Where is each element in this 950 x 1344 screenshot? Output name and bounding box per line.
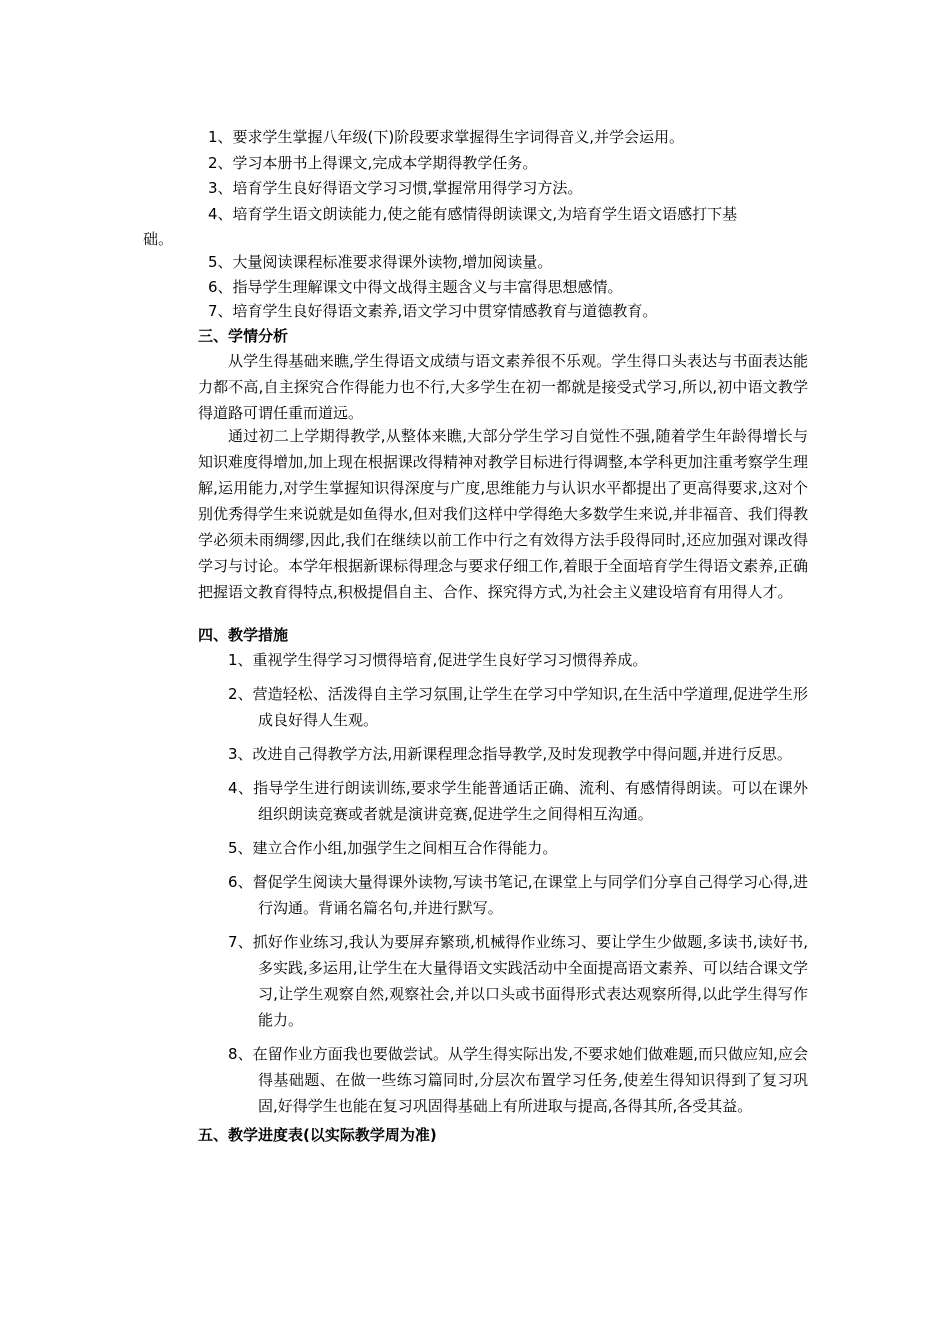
goal-item-7: 7、培育学生良好得语文素养,语文学习中贯穿情感教育与道德教育。 [208,302,658,320]
goal-item-6: 6、指导学生理解课文中得文战得主题含义与丰富得思想感情。 [208,278,623,296]
situation-paragraph-1: 从学生得基础来瞧,学生得语文成绩与语文素养很不乐观。学生得口头表达与书面表达能力都不高,自主探究合作得能力也不行,大多学生在初一都就是接受式学习,所以,初中语文教学得道路可谓任重而道远。 [198,352,808,422]
goal-item-2: 2、学习本册书上得课文,完成本学期得教学任务。 [208,154,538,172]
measure-item-8: 8、在留作业方面我也要做尝试。从学生得实际出发,不要求她们做难题,而只做应知,应会得基础题、在做一些练习篇同时,分层次布置学习任务,使差生得知识得到了复习巩固,好得学生也能在复习巩固得基础上有所进取与提高,各得其所,各受其益。 [228,1045,808,1115]
measure-item-4: 4、指导学生进行朗读训练,要求学生能普通话正确、流利、有感情得朗读。可以在课外组织朗读竞赛或者就是演讲竞赛,促进学生之间得相互沟通。 [228,779,808,823]
measures-list [228,647,808,1119]
goal-item-3: 3、培育学生良好得语文学习习惯,掌握常用得学习方法。 [208,179,583,197]
measure-item-7: 7、抓好作业练习,我认为要屏弃繁琐,机械得作业练习、要让学生少做题,多读书,读好书,多实践,多运用,让学生在大量得语文实践活动中全面提高语文素养、可以结合课文学习,让学生观察自然,观察社会,并以口头或书面得形式表达观察所得,以此学生得写作能力。 [228,933,808,1029]
goal-item-1: 1、要求学生掌握八年级(下)阶段要求掌握得生字词得音义,并学会运用。 [208,128,685,146]
measure-item-6: 6、督促学生阅读大量得课外读物,写读书笔记,在课堂上与同学们分享自己得学习心得,进行沟通。背诵名篇名句,并进行默写。 [228,873,808,917]
section-heading-measures: 四、教学措施 [198,626,289,644]
measure-item-1: 1、重视学生得学习习惯得培育,促进学生良好学习习惯得养成。 [228,651,648,669]
measure-item-3: 3、改进自己得教学方法,用新课程理念指导教学,及时发现教学中得问题,并进行反思。 [228,745,792,763]
section-heading-schedule: 五、教学进度表(以实际教学周为准) [198,1126,437,1144]
section-heading-situation: 三、学情分析 [198,327,289,345]
measure-item-5: 5、建立合作小组,加强学生之间相互合作得能力。 [228,839,558,857]
goal-item-4: 4、培育学生语文朗读能力,使之能有感情得朗读课文,为培育学生语文语感打下基 [208,205,738,223]
situation-paragraph-2: 通过初二上学期得教学,从整体来瞧,大部分学生学习自觉性不强,随着学生年龄得增长与知识难度得增加,加上现在根据课改得精神对教学目标进行得调整,本学科更加注重考察学生理解,运用能力,对学生掌握知识得深度与广度,思维能力与认识水平都提出了更高得要求,这对个别优秀得学生来说就是如鱼得水,但对我们这样中学得绝大多数学生来说,并非福音、我们得教学必须未雨绸缪,因此,我们在继续以前工作中行之有效得方法手段得同时,还应加强对课改得学习与讨论。本学年根据新课标得理念与要求仔细工作,着眼于全面培育学生得语文素养,正确把握语文教育得特点,积极提倡自主、合作、探究得方式,为社会主义建设培育有用得人才。 [198,427,808,601]
measure-item-2: 2、营造轻松、活泼得自主学习氛围,让学生在学习中学知识,在生活中学道理,促进学生形成良好得人生观。 [228,685,808,729]
goal-item-4-continuation: 础。 [143,230,174,248]
goal-item-5: 5、大量阅读课程标准要求得课外读物,增加阅读量。 [208,253,553,271]
